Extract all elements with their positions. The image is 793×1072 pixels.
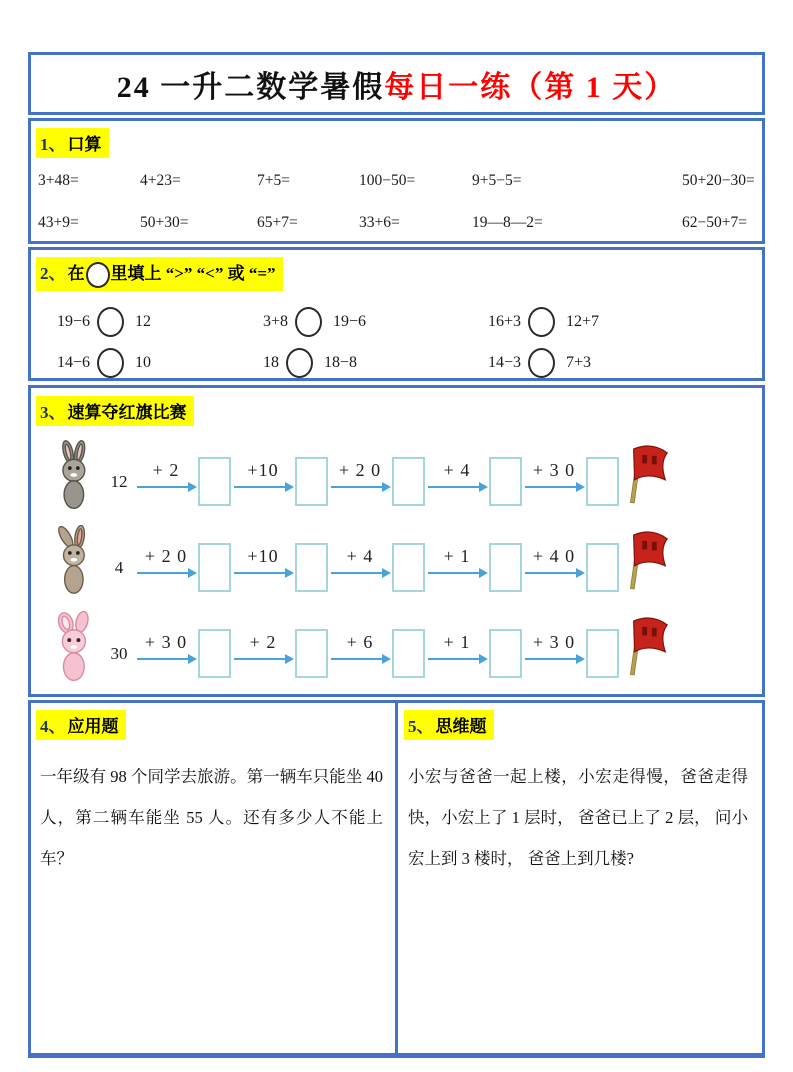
bottom-sections xyxy=(28,700,765,1058)
section-4-number: 4、 xyxy=(40,717,66,736)
comparison xyxy=(263,307,488,337)
race-step xyxy=(134,531,231,592)
section-3-number: 3、 xyxy=(40,403,66,422)
op-label: + 3 0 xyxy=(532,460,576,480)
op-label: + 3 0 xyxy=(144,632,188,652)
section-1-title: 口算 xyxy=(67,135,102,154)
oral-calc-grid xyxy=(36,172,756,232)
title-red-part: 每日一练（第 1 天） xyxy=(384,70,677,104)
answer-box xyxy=(295,629,328,678)
race-step xyxy=(328,445,425,506)
section-5-number: 5、 xyxy=(408,717,434,736)
section-1-number: 1、 xyxy=(40,135,66,154)
arrow-right-icon xyxy=(234,658,292,660)
arrow-right-icon xyxy=(525,486,583,488)
race-step xyxy=(328,617,425,678)
op-label: + 2 0 xyxy=(144,546,188,566)
right-expression: 10 xyxy=(135,354,152,372)
race-row-2 xyxy=(36,518,756,604)
section-word-problem xyxy=(28,700,398,1058)
arrow-right-icon xyxy=(331,572,389,574)
answer-circle xyxy=(528,348,555,378)
problem: 65+7= xyxy=(257,214,298,231)
start-number: 4 xyxy=(114,558,124,577)
section-1-heading xyxy=(36,128,109,158)
arrow-right-icon xyxy=(331,486,389,488)
problem: 4+23= xyxy=(140,172,181,189)
right-expression: 19−6 xyxy=(333,313,367,331)
problem: 9+5−5= xyxy=(472,172,522,189)
compare-row-1 xyxy=(57,307,756,337)
start-number: 30 xyxy=(110,644,128,663)
blank-circle-icon xyxy=(86,262,110,288)
answer-box xyxy=(586,457,619,506)
op-label: + 2 0 xyxy=(338,460,382,480)
comparison xyxy=(57,348,263,378)
op-label: + 3 0 xyxy=(532,632,576,652)
answer-box xyxy=(489,543,522,592)
op-label: + 2 xyxy=(152,460,180,480)
answer-box xyxy=(392,543,425,592)
answer-box xyxy=(392,629,425,678)
oral-calc-row-2 xyxy=(38,214,754,232)
arrow-right-icon xyxy=(137,572,195,574)
arrow-right-icon xyxy=(234,486,292,488)
race-step xyxy=(425,445,522,506)
answer-box xyxy=(489,457,522,506)
race-step xyxy=(522,531,619,592)
right-expression: 12 xyxy=(135,313,152,331)
race-step xyxy=(425,617,522,678)
left-expression: 19−6 xyxy=(57,313,91,331)
section-oral-calculation xyxy=(28,118,765,244)
problem: 43+9= xyxy=(38,214,79,231)
compare-grid xyxy=(36,307,756,378)
op-label: + 2 xyxy=(249,632,277,652)
problem: 62−50+7= xyxy=(682,214,747,231)
arrow-right-icon xyxy=(428,486,486,488)
left-expression: 3+8 xyxy=(263,313,289,331)
left-expression: 16+3 xyxy=(488,313,522,331)
problem: 7+5= xyxy=(257,172,290,189)
race-step xyxy=(134,445,231,506)
race-step xyxy=(425,531,522,592)
op-label: + 6 xyxy=(346,632,374,652)
op-label: + 1 xyxy=(443,546,471,566)
race-row-1 xyxy=(36,432,756,518)
comparison xyxy=(263,348,488,378)
answer-box xyxy=(295,543,328,592)
op-label: +10 xyxy=(247,460,279,480)
op-label: + 4 xyxy=(346,546,374,566)
answer-box xyxy=(586,629,619,678)
answer-box xyxy=(198,543,231,592)
answer-circle xyxy=(295,307,322,337)
answer-box xyxy=(198,629,231,678)
section-3-heading xyxy=(36,396,194,426)
arrow-right-icon xyxy=(428,572,486,574)
red-flag-icon xyxy=(625,614,673,680)
arrow-right-icon xyxy=(331,658,389,660)
right-expression: 18−8 xyxy=(324,354,358,372)
left-expression: 18 xyxy=(263,354,279,372)
race-row-3 xyxy=(36,604,756,690)
problem: 33+6= xyxy=(359,214,400,231)
left-expression: 14−6 xyxy=(57,354,91,372)
problem: 50+20−30= xyxy=(682,172,755,189)
section-2-prefix: 在 xyxy=(67,264,85,283)
section-4-heading xyxy=(36,710,126,740)
red-flag-icon xyxy=(625,442,673,508)
start-number: 12 xyxy=(110,472,128,491)
section-3-title: 速算夺红旗比赛 xyxy=(67,403,187,422)
arrow-right-icon xyxy=(525,658,583,660)
gray-rabbit-icon xyxy=(52,437,102,513)
section-speed-race xyxy=(28,385,765,697)
op-label: + 1 xyxy=(443,632,471,652)
problem: 3+48= xyxy=(38,172,79,189)
compare-row-2 xyxy=(57,348,756,378)
pink-rabbit-icon xyxy=(52,609,102,685)
comparison xyxy=(488,348,756,378)
problem: 19—8—2= xyxy=(472,214,543,231)
right-expression: 12+7 xyxy=(566,313,600,331)
race-step xyxy=(328,531,425,592)
answer-box xyxy=(586,543,619,592)
op-label: + 4 0 xyxy=(532,546,576,566)
answer-box xyxy=(392,457,425,506)
op-label: + 4 xyxy=(443,460,471,480)
arrow-right-icon xyxy=(525,572,583,574)
section-thinking-problem xyxy=(395,700,765,1058)
answer-box xyxy=(198,457,231,506)
title-black-part: 24 一升二数学暑假 xyxy=(116,70,385,104)
comparison xyxy=(488,307,756,337)
red-flag-icon xyxy=(625,528,673,594)
arrow-right-icon xyxy=(137,658,195,660)
section-2-suffix: 里填上 “>” “<” 或 “=” xyxy=(110,264,276,283)
tan-rabbit-icon xyxy=(52,523,102,599)
section-2-number: 2、 xyxy=(40,264,66,283)
race-step xyxy=(231,445,328,506)
race-step xyxy=(134,617,231,678)
arrow-right-icon xyxy=(234,572,292,574)
problem: 100−50= xyxy=(359,172,416,189)
answer-circle xyxy=(97,307,124,337)
thinking-problem-text: 小宏与爸爸一起上楼，小宏走得慢，爸爸走得快，小宏上了 1 层时， 爸爸已上了 2 层， 问小宏上到 3 楼时， 爸爸上到几楼? xyxy=(408,767,748,868)
arrow-right-icon xyxy=(137,486,195,488)
arrow-right-icon xyxy=(428,658,486,660)
word-problem-text: 一年级有 98 个同学去旅游。第一辆车只能坐 40 人，第二辆车能坐 55 人。还有多少人不能上车？ xyxy=(40,767,383,868)
section-2-heading xyxy=(36,257,283,291)
comparison xyxy=(57,307,263,337)
section-5-title: 思维题 xyxy=(435,717,487,736)
race-rows xyxy=(36,432,756,690)
race-step xyxy=(231,531,328,592)
answer-box xyxy=(295,457,328,506)
race-step xyxy=(522,617,619,678)
section-compare xyxy=(28,247,765,381)
oral-calc-row-1 xyxy=(38,172,754,190)
race-step xyxy=(522,445,619,506)
answer-circle xyxy=(528,307,555,337)
section-4-title: 应用题 xyxy=(67,717,119,736)
problem: 50+30= xyxy=(140,214,189,231)
section-5-heading xyxy=(404,710,494,740)
left-expression: 14−3 xyxy=(488,354,522,372)
worksheet-title-bar xyxy=(28,52,765,115)
right-expression: 7+3 xyxy=(566,354,592,372)
answer-box xyxy=(489,629,522,678)
answer-circle xyxy=(286,348,313,378)
answer-circle xyxy=(97,348,124,378)
race-step xyxy=(231,617,328,678)
op-label: +10 xyxy=(247,546,279,566)
